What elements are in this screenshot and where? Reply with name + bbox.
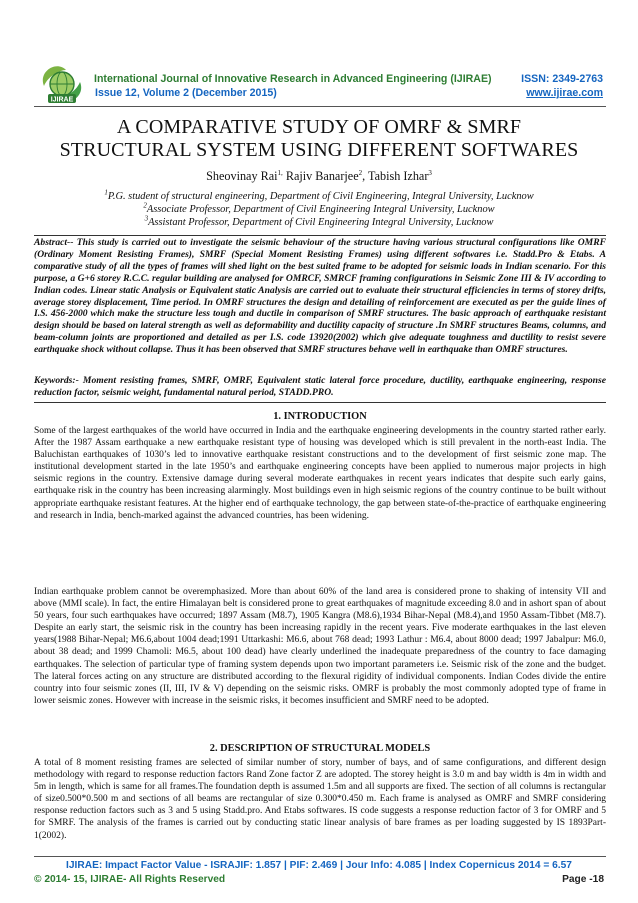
author-sup: 3 <box>428 168 432 177</box>
header-divider <box>34 106 606 107</box>
abstract-top-divider <box>34 235 606 236</box>
section-heading-introduction: 1. INTRODUCTION <box>273 411 367 422</box>
journal-issn: ISSN: 2349-2763 <box>521 73 603 85</box>
globe-leaf-logo-icon <box>34 62 90 106</box>
affiliation-text: P.G. student of structural engineering, Department of Civil Engineering, Integral University, Lucknow <box>107 191 534 202</box>
body-paragraph: Some of the largest earthquakes of the world have occurred in India and the earthquake engineering developments in the country started rather early. After the 1987 Assam earthquake a new earthquake resistant type of housing was developed which is still prevalent in the north-east India. The Baluchistan earthquakes of 1030’s led to innovative earthquake resistant constructions and to the development of first seismic zone map. The institutional development started in the late 1950’s and earthquake engineering concepts have been applied to numerous major projects in high seismic regions in the country. Extensive damage during several moderate earthquakes in recent years indicates that despite such early gains, earthquake risk in the country has been increasing alarmingly. Most buildings even in high seismic regions of the country continue to be built without appropriate earthquake resistant features. At the higher end of earthquake technology, the gap between state-of-the-practice of earthquake engineering and research in India, bench-marked against the advanced countries, has been widening. <box>34 426 606 521</box>
keywords: Keywords:- Moment resisting frames, SMRF, OMRF, Equivalent static lateral force procedure, ductility, earthquake engineering, response reduction factor, seismic weight, fundamental natural period, STADD.PRO. <box>34 375 606 398</box>
journal-header <box>34 62 606 106</box>
affiliation-text: Assistant Professor, Department of Civil Engineering Integral University, Lucknow <box>148 216 494 228</box>
journal-website-link[interactable]: www.ijirae.com <box>526 87 603 99</box>
paper-title <box>30 116 608 162</box>
author-name: , Tabish Izhar <box>362 169 429 183</box>
affiliation-text: Associate Professor, Department of Civil Engineering Integral University, Lucknow <box>146 203 495 215</box>
author-name: Rajiv Banarjee <box>282 169 359 183</box>
affiliation-sup: 3 <box>144 214 149 223</box>
affiliation-line <box>30 201 608 217</box>
footer-impact-factor: IJIRAE: Impact Factor Value - ISRAJIF: 1.857 | PIF: 2.469 | Jour Info: 4.085 | Index Copernicus 2014 = 6.57 <box>66 860 572 871</box>
paper-title-line-1: A COMPARATIVE STUDY OF OMRF & SMRF <box>116 116 522 138</box>
logo-text: IJIRAE <box>50 96 74 104</box>
author-name: Sheovinay Rai <box>206 169 278 183</box>
body-paragraph: A total of 8 moment resisting frames are selected of similar number of story, number of bays, and of same configurations, and different design methodology with regard to response reduction factors Rand Zone factor Z are adopted. The storey height is 3.0 m and bay width is 4m in width and 5m in length, which is same for all frames.The foundation depth is assumed 1.5m and all supports are fixed. The section of all columns is rectangular of size0.500*0.500 m and sections of all beams are rectangular of size 0.300*0.450 m. Each frame is analysed as OMRF and SMRF considering response reduction factors such as 3 and 5 using Stadd.pro. And Etabs softwares. IS code suggests a response reduction factor of 3 for OMRF and 5 for SMRF. The analysis of the frames is carried out by conducting static linear analysis of bare frames as per loading suggested by IS 1893Part-1(2002). <box>34 758 606 841</box>
affiliation-line <box>30 214 608 230</box>
footer-copyright: © 2014- 15, IJIRAE- All Rights Reserved <box>34 874 226 885</box>
author-sup: 2 <box>358 168 363 177</box>
affiliations <box>30 188 608 229</box>
affiliation-line <box>30 188 608 204</box>
abstract: Abstract-- This study is carried out to investigate the seismic behaviour of the structure having various structural configurations like OMRF (Ordinary Moment Resisting Frames), SMRF (Special Moment Resisting Frames) using different softwares i.e. Stadd.Pro & Etabs. A comparative study of all the types of frames will shed light on the best suited frame to be adopted for seismic loads in Indian scenario. For this purpose, a G+6 storey R.C.C. regular building are analysed for OMRCF, SMRCF framing configurations in Seismic Zone III & IV according to Indian codes. Linear static Analysis or Equivalent static Analysis are carried out to evaluate their structural efficiencies in terms of storey drifts, average storey displacement, Time period. In OMRF structures the design and detailing of reinforcement are executed as per the guide lines of I.S. 456-2000 which make the structure less tough and ductile in comparison of SMRF structures. The basic approach of earthquake resistant design should be based on lateral strength as well as deformability and ductility capacity of structure .In SMRF structures Beams, columns, and beam-column joints are proportioned and detailed as per I.S. code 13920(2002) which give adequate toughness and ductility to resist severe earthquake shock without collapse. Thus it has been observed that SMRF structures behave well in earthquake than OMRF structures. <box>34 237 606 356</box>
footer-divider <box>34 856 606 857</box>
author-sup: 1, <box>277 168 283 177</box>
journal-name: International Journal of Innovative Research in Advanced Engineering (IJIRAE) <box>94 73 492 85</box>
page-number: Page -18 <box>562 874 604 885</box>
journal-issue: Issue 12, Volume 2 (December 2015) <box>95 87 277 99</box>
affiliation-sup: 1 <box>104 188 108 197</box>
affiliation-sup: 2 <box>143 201 147 210</box>
body-paragraph: Indian earthquake problem cannot be overemphasized. More than about 60% of the land area is considered prone to shaking of intensity VII and above (MMI scale). In fact, the entire Himalayan belt is considered prone to great earthquakes of magnitude exceeding 8.0 and in ashort span of about 50 years, four such earthquakes have occurred; 1897 Assam (M8.7), 1905 Kangra (M8.6),1934 Bihar-Nepal (M8.4),and 1950 Assam-Tibbet (M8.7). Despite an early start, the seismic risk in the country has been increasing rapidly in the recent years. Five moderate earthquakes in the last eleven years(1988 Bihar-Nepal; M6.6,about 1004 dead;1991 Uttarkashi: M6.6, about 768 dead; 1993 Lathur : M6.4, about 8000 dead; 1997 Jabalpur: M6.0, about 38 dead; and 1999 Chamoli: M6.5, about 100 dead) have clearly underlined the inadequate preparedness of the country to face damaging earthquakes. The selection of particular type of framing system depends upon two important parameters i.e. Seismic risk of the zone and the budget. The lateral forces acting on any structure are distributed according to the flexural rigidity of individual components. Indian Codes divide the entire country into four seismic zones (II, III, IV & V) depending on the seismic risks. OMRF is probably the most commonly adopted type of frame in lower seismic zones. However with increase in the seismic risks, it becomes insufficient and SMRF need to be adopted. <box>34 587 606 706</box>
abstract-bottom-divider <box>34 402 606 403</box>
paper-title-line-2: STRUCTURAL SYSTEM USING DIFFERENT SOFTWARES <box>59 139 579 161</box>
author-list <box>30 169 608 184</box>
section-heading-structural-models: 2. DESCRIPTION OF STRUCTURAL MODELS <box>209 743 431 754</box>
